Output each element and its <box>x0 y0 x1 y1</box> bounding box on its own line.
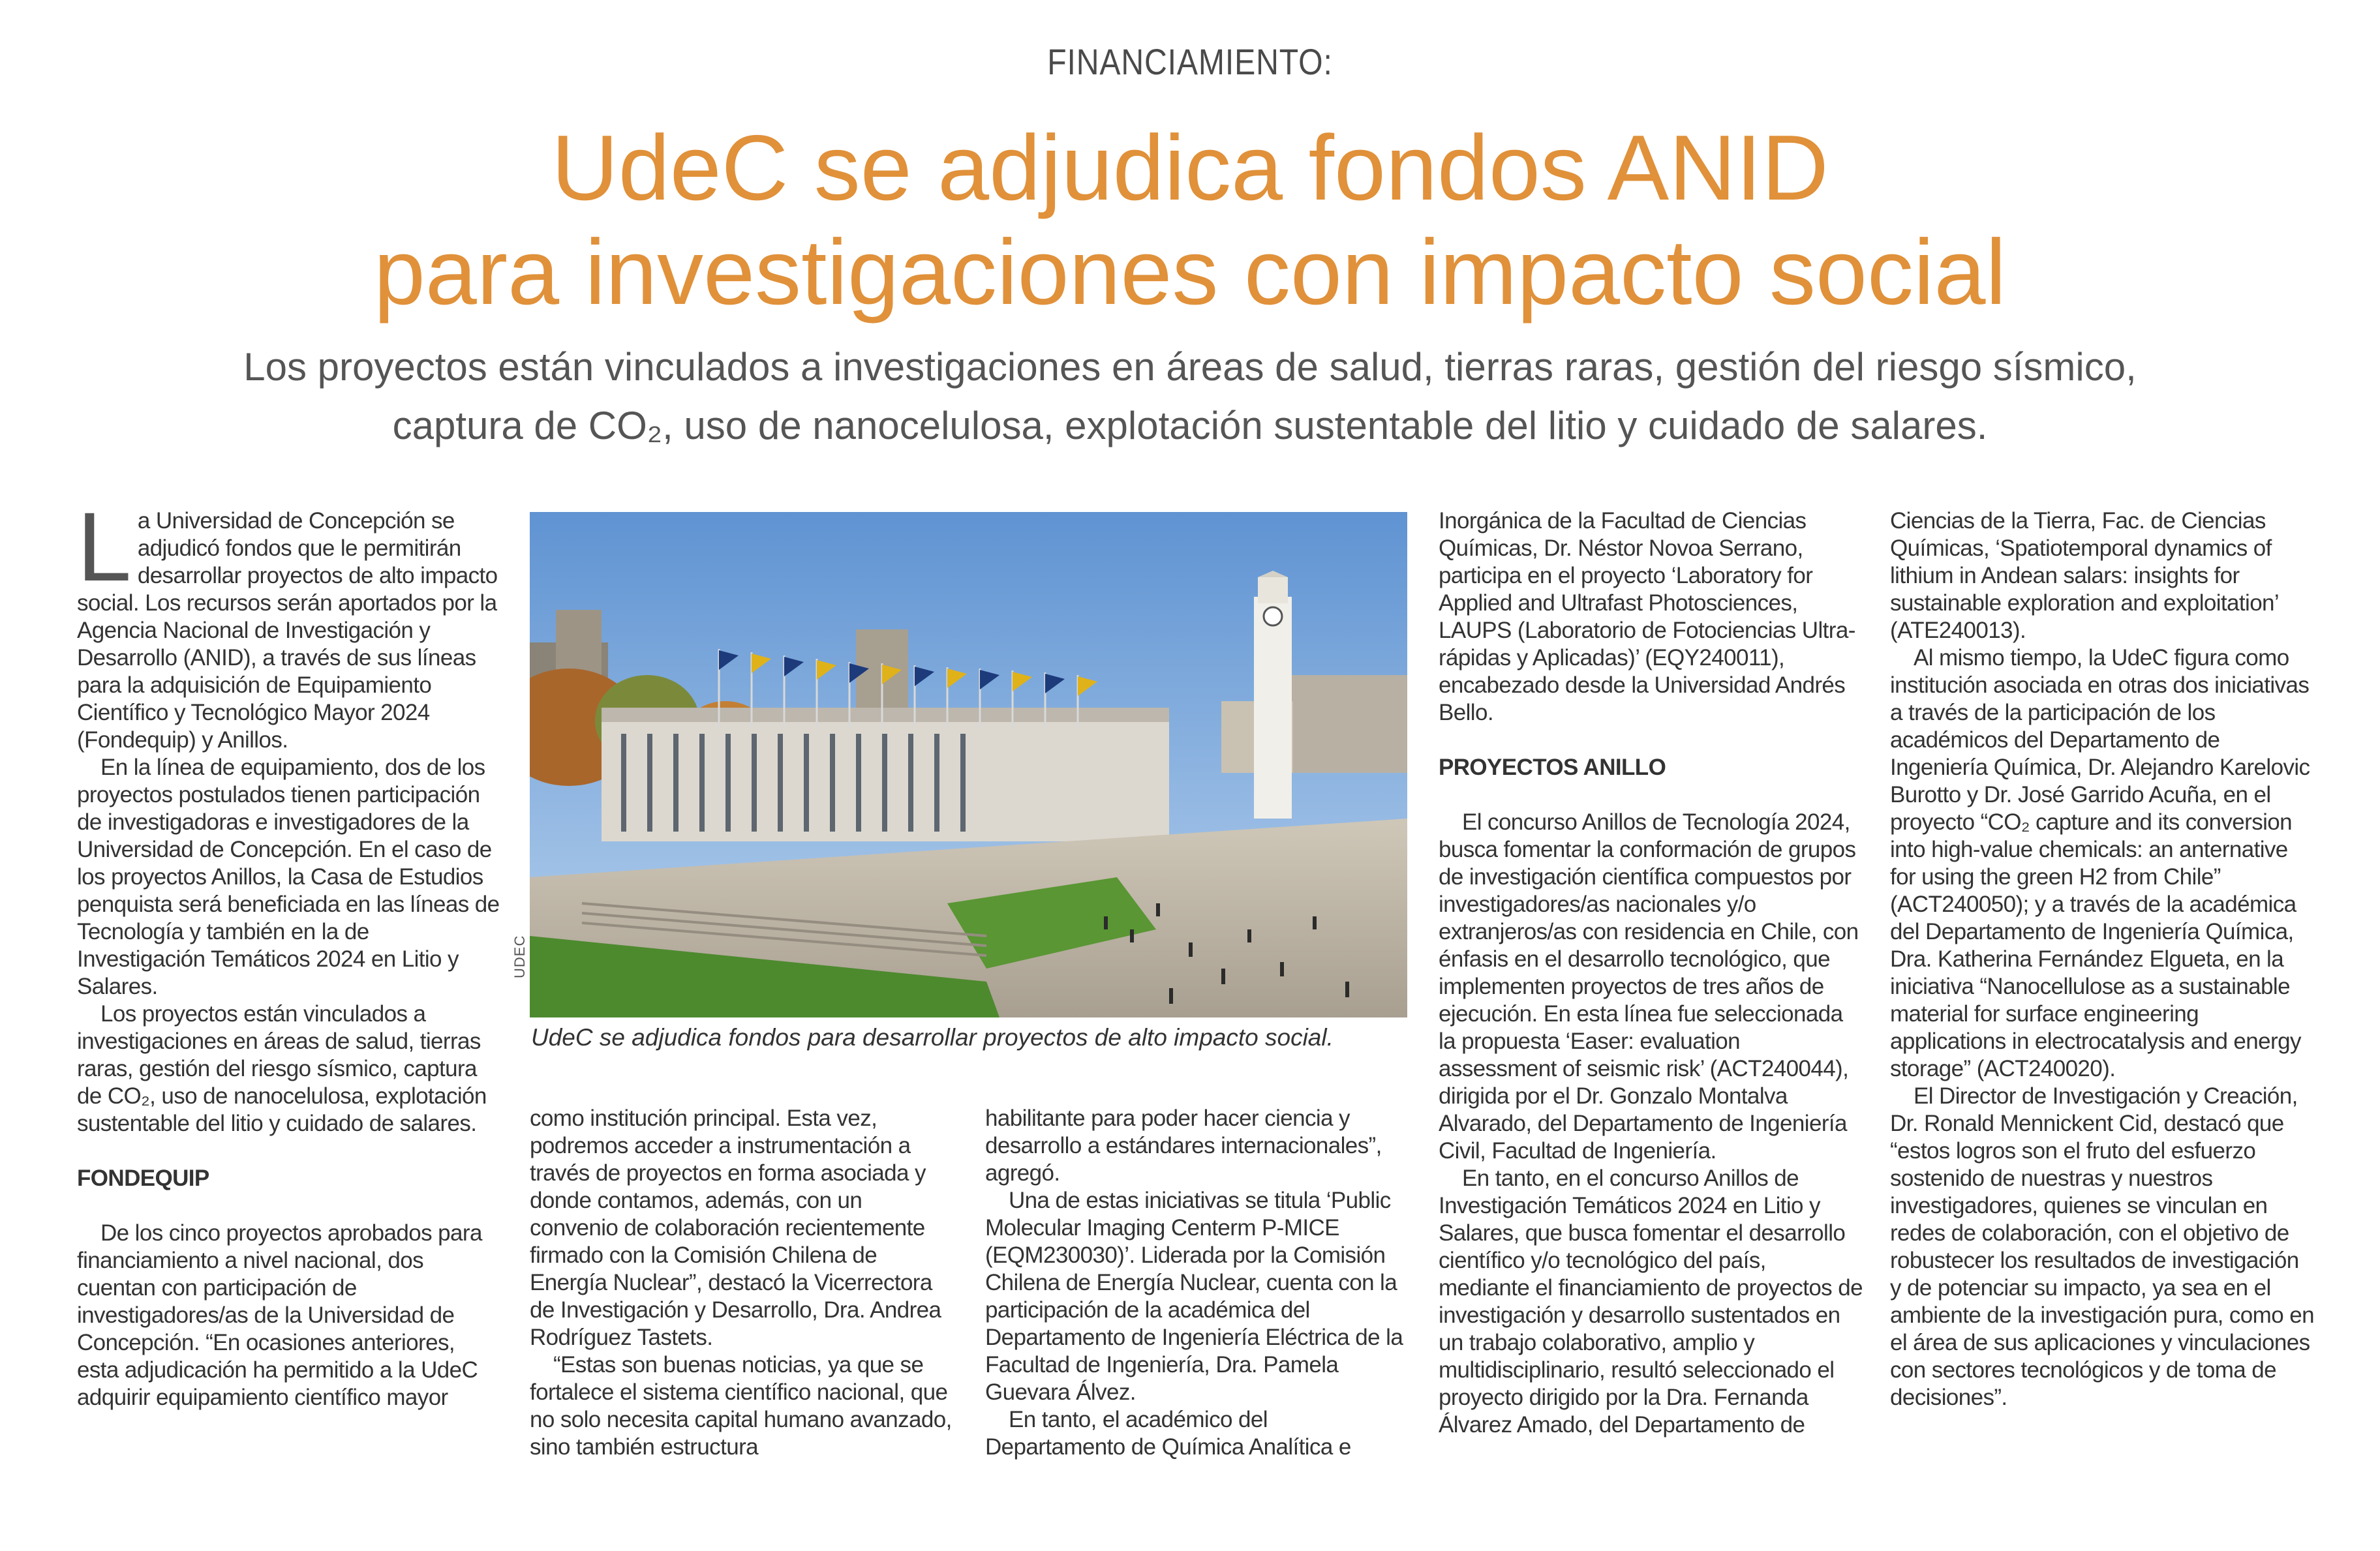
campus-photo <box>530 512 1407 1017</box>
lead-text: a Universidad de Concepción se adjudicó fondos que le permitirán desarrollar proyectos de alto impacto social. Los recursos serán aportados por la Agencia Nacional de Investigación y Desarrollo (ANID), a través de sus líneas para la adquisición de Equipamiento Científico y Tecnológico Mayor 2024 (Fondequip) y Anillos. <box>77 508 498 753</box>
section-kicker: FINANCIAMIENTO: <box>1047 41 1333 82</box>
body-paragraph: Inorgánica de la Facultad de Ciencias Químicas, Dr. Néstor Novoa Serrano, participa en el proyecto ‘Laboratory for Applied and Ultrafast Photosciences, LAUPS (Laboratorio de Fotociencias Ultra-rápidas y Aplicadas)’ (EQY240011), encabezado desde la Universidad Andrés Bello. <box>1439 508 1855 725</box>
lead-paragraph <box>77 492 501 754</box>
subhead-proyectos-anillo: PROYECTOS ANILLO <box>1439 755 1666 780</box>
deck-subtitle <box>196 338 2184 455</box>
body-paragraph: Ciencias de la Tierra, Fac. de Ciencias Químicas, ‘Spatiotemporal dynamics of lithium in Andean salars: insights for sustainable exploration and exploitation’ (ATE240013). <box>1890 508 2278 643</box>
photo-credit: UDEC <box>511 935 528 978</box>
photo-caption: UdeC se adjudica fondos para desarrollar proyectos de alto impacto social. <box>531 1024 1334 1051</box>
drop-cap: L <box>77 492 131 601</box>
article-column-2 <box>530 1105 954 1461</box>
article-column-3 <box>985 1105 1409 1461</box>
body-paragraph: El concurso Anillos de Tecnología 2024, busca fomentar la conformación de grupos de investigación científica compuestos por investigadores/as nacionales y/o extranjeros/as con residencia en Chile, con énfasis en el desarrollo tecnológico, que implementen proyectos de tres años de ejecución. En esta línea fue seleccionada la propuesta ‘Easer: evaluation assessment of seismic risk’ (ACT240044), dirigida por el Dr. Gonzalo Montalva Alvarado, del Departamento de Ingeniería Civil, Facultad de Ingeniería. <box>1439 809 1859 1164</box>
body-paragraph: En la línea de equipamiento, dos de los proyectos postulados tienen participación de investigadoras e investigadores de la Universidad de Concepción. En el caso de los proyectos Anillos, la Casa de Estudios penquista será beneficiada en las líneas de Tecnología y también en la de Investigación Temáticos 2024 en Litio y Salares. <box>77 755 500 999</box>
body-paragraph: Los proyectos están vinculados a investigaciones en áreas de salud, tierras raras, gestión del riesgo sísmico, captura de CO₂, uso de nanocelulosa, explotación sustentable del litio y cuidado de salares. <box>77 1001 487 1136</box>
deck-line-2: captura de CO₂, uso de nanocelulosa, explotación sustentable del litio y cuidado de salares. <box>392 404 1988 447</box>
subhead-fondequip: FONDEQUIP <box>77 1166 209 1191</box>
body-paragraph: En tanto, el académico del Departamento de Química Analítica e <box>985 1407 1351 1460</box>
body-paragraph: Al mismo tiempo, la UdeC figura como institución asociada en otras dos iniciativas a través de la participación de los académicos del Departamento de Ingeniería Química, Dr. Alejandro Karelovic Burotto y Dr. José Garrido Acuña, en el proyecto “CO₂ capture and its conversion into high-value chemicals: an anternative for using the green H2 from Chile” (ACT240050); y a través de la académica del Departamento de Ingeniería Química, Dra. Katherina Fernández Elgueta, en la iniciativa “Nanocellulose as a sustainable material for surface engineering applications in electrocatalysis and energy storage” (ACT240020). <box>1890 645 2310 1081</box>
body-paragraph: habilitante para poder hacer ciencia y desarrollo a estándares internacionales”, agregó. <box>985 1106 1382 1186</box>
campus-photo-illustration <box>530 512 1407 1017</box>
body-paragraph: como institución principal. Esta vez, podremos acceder a instrumentación a través de proyectos en forma asociada y donde contamos, además, con un convenio de colaboración recientemente firmado con la Comisión Chilena de Energía Nuclear”, destacó la Vicerrectora de Investigación y Desarrollo, Dra. Andrea Rodríguez Tastets. <box>530 1106 941 1350</box>
article-column-5 <box>1890 507 2314 1411</box>
headline-line-1: UdeC se adjudica fondos ANID <box>551 116 1829 220</box>
headline-line-2: para investigaciones con impacto social <box>373 220 2007 324</box>
body-paragraph: De los cinco proyectos aprobados para financiamiento a nivel nacional, dos cuentan con participación de investigadores/as de la Universidad de Concepción. “En ocasiones anteriores, esta adjudicación ha permitido a la UdeC adquirir equipamiento científico mayor <box>77 1220 482 1410</box>
body-paragraph: “Estas son buenas noticias, ya que se fortalece el sistema científico nacional, que no solo necesita capital humano avanzado, sino también estructura <box>530 1352 952 1460</box>
body-paragraph: El Director de Investigación y Creación, Dr. Ronald Mennickent Cid, destacó que “estos logros son el fruto del esfuerzo sostenido de nuestras y nuestros investigadores, quienes se vinculan en redes de colaboración, con el objetivo de robustecer los resultados de investigación y de potenciar su impacto, ya sea en el ambiente de la investigación pura, como en el área de sus aplicaciones y vinculaciones con sectores tecnológicos y de toma de decisiones”. <box>1890 1083 2314 1410</box>
headline <box>0 116 2380 325</box>
article-column-1 <box>77 492 501 1411</box>
body-paragraph: Una de estas iniciativas se titula ‘Public Molecular Imaging Centerm P-MICE (EQM230030)’. Liderada por la Comisión Chilena de Energía Nuclear, cuenta con la participación de la académica del Departamento de Ingeniería Eléctrica de la Facultad de Ingeniería, Dra. Pamela Guevara Álvez. <box>985 1188 1403 1405</box>
deck-line-1: Los proyectos están vinculados a investigaciones en áreas de salud, tierras raras, gestión del riesgo sísmico, <box>243 345 2137 389</box>
body-paragraph: En tanto, en el concurso Anillos de Investigación Temáticos 2024 en Litio y Salares, que busca fomentar el desarrollo científico y/o tecnológico del país, mediante el financiamiento de proyectos de investigación y desarrollo sustentados en un trabajo colaborativo, amplio y multidisciplinario, resultó seleccionado el proyecto dirigido por la Dra. Fernanda Álvarez Amado, del Departamento de <box>1439 1166 1863 1438</box>
article-column-4 <box>1439 507 1863 1439</box>
